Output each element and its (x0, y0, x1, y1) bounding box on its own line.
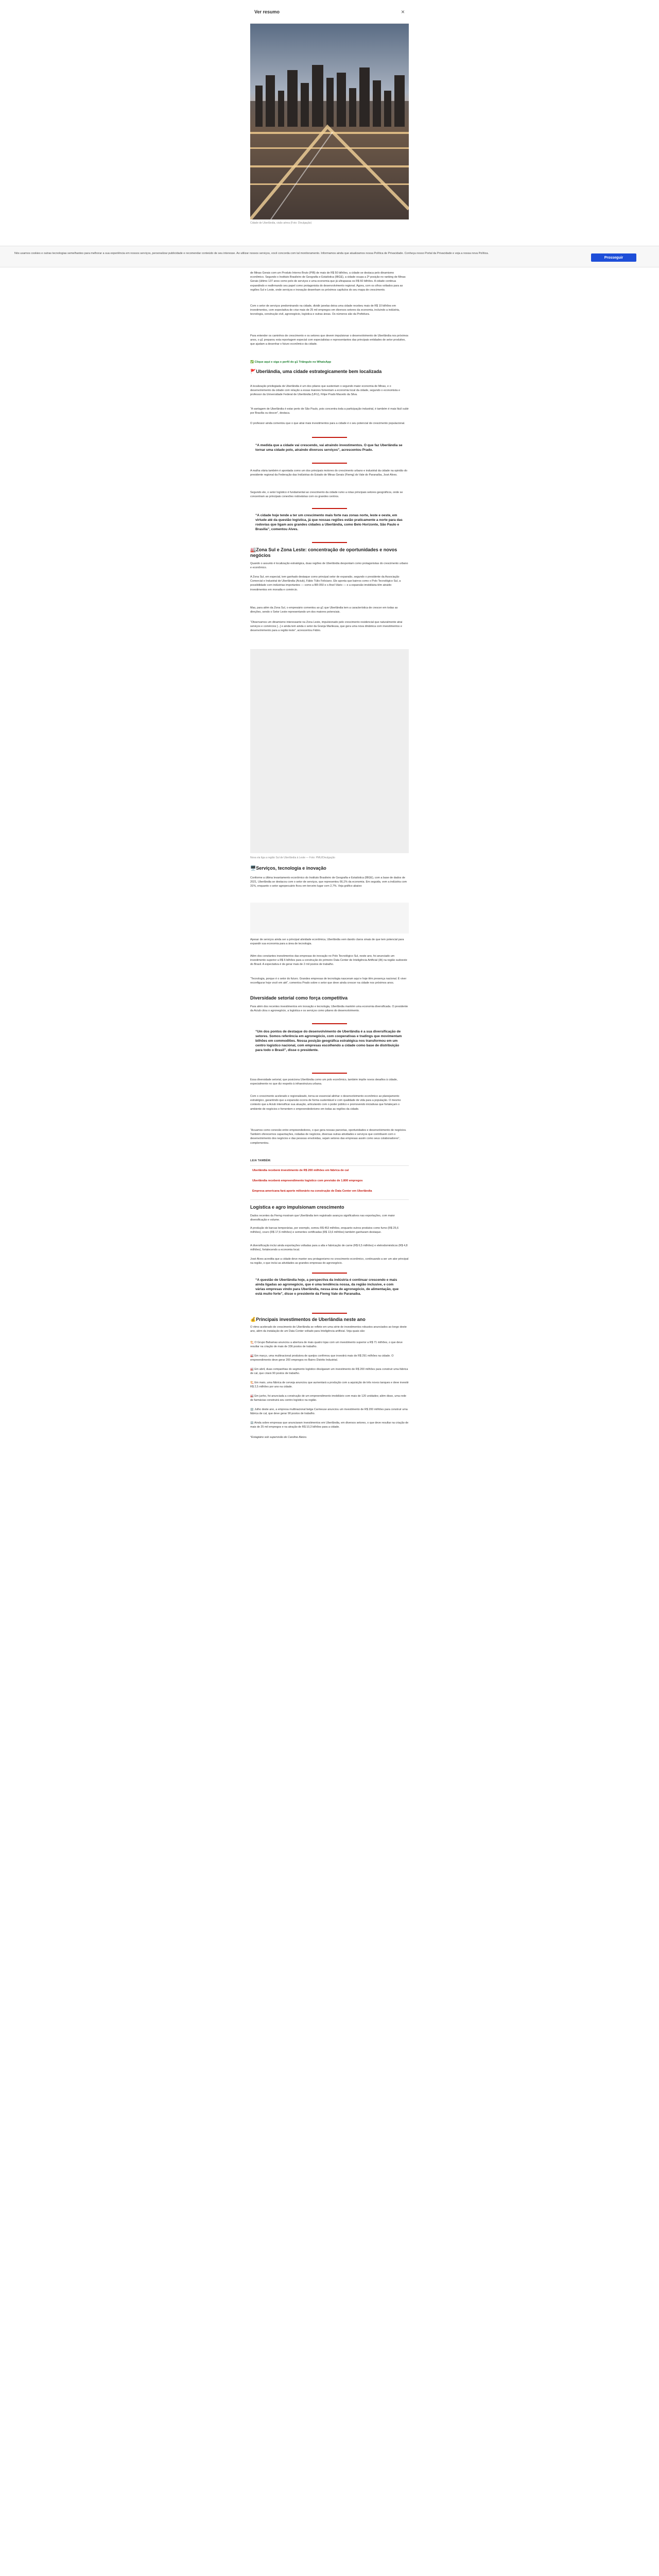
investment-item: 🏭 Em junho, foi anunciada a construção de um empreendimento imobiliário com mais de 120 unidades; além disso, uma rede de farmácias construirá seu centro logístico na região. (250, 1395, 407, 1402)
paragraph: Mas, para além da Zona Sul, o empresário comentou ao g1 que Uberlândia tem a característica de crescer em todas as direções, sendo o Setor Leste representando um dos maiores potenciais. (250, 606, 398, 614)
footnote: *Estagiário sob supervisão de Caroline Aleixo. (250, 1436, 307, 1439)
image-caption: Nova via liga a região Sul de Uberlândia à Leste — Foto: PMU/Divulgação (250, 856, 335, 859)
section-heading: 🖥️Serviços, tecnologia e inovação (250, 866, 326, 871)
paragraph: A Zona Sul, em especial, tem ganhado destaque como principal setor de expansão, segundo o presidente da Associação Comercial e Industrial de Uberlândia (Aciub), Fábio Túlio Feliciano. Ele aponta que bairros como o Polo Tecnológico Sul, a possibilidade com indústrias importantes — como a BR-050 e o Anel Viário — e a expansão imobiliária têm atraído investimentos em moradia e comércio. (250, 575, 401, 591)
investment-item: 🏭 Em abril, duas companhias do segmento logístico divulgaram um investimento de R$ 200 milhões para construir uma fábrica de cal, que criará 90 postos de trabalho. (250, 1368, 408, 1376)
quote-divider (312, 437, 347, 438)
section-heading: 🚩Uberlândia, uma cidade estrategicamente bem localizada (250, 369, 382, 374)
investment-item: 🏗️ O Grupo Bahamas anunciou a abertura de mais quatro lojas com um investimento superior a R$ 71 milhões, o que deve resultar na criação de mais de 336 postos de trabalho. (250, 1341, 403, 1349)
paragraph: Essa diversidade setorial, que posiciona Uberlândia como um polo econômico, também impõe novos desafios à cidade, especialmente no que diz respeito à infraestrutura urbana. (250, 1078, 398, 1086)
related-link[interactable]: Uberlândia receberá investimento de R$ 200 milhões em fábrica de cal (252, 1169, 349, 1172)
investment-item: 🏢 Ainda sobre empresas que anunciaram investimentos em Uberlândia, em diversos setores, o que deve resultar na criação de mais de 25 mil empregos e na atração de R$ 10,3 bilhões para a cidade. (250, 1421, 409, 1429)
investment-item: 🏢 Julho deste ano, a empresa multinacional belga Carmeuse anunciou um investimento de R$ 200 milhões para construir uma fábrica de cal, que deve gerar 90 postos de trabalho. (250, 1408, 408, 1416)
quote-divider (312, 1273, 347, 1274)
paragraph: Quando o assunto é localização estratégica, duas regiões de Uberlândia despontam como protagonistas do crescimento urbano e econômico. (250, 562, 408, 570)
quote-divider (312, 1023, 347, 1024)
embedded-image (250, 649, 409, 853)
paragraph: A localização privilegiada de Uberlândia é um dos pilares que sustentam o segundo maior economia de Minas, e o desenvolvimento da cidade com relação a essas maiores fomentam a economia local da cidade, segundo o economista e professor da Universidade Federal de Uberlândia (UFU), Filipe Prado Macedo da Silva. (250, 385, 400, 397)
pull-quote: “A medida que a cidade vai crescendo, vai atraindo investimentos. O que faz Uberlândia se tornar uma cidade polo, atraindo diversos serviços”, acrescentou Prado. (255, 444, 403, 452)
cookie-banner (0, 246, 659, 267)
whatsapp-link[interactable]: ✅ Clique aqui e siga o perfil do g1 Triângulo no WhatsApp (250, 361, 332, 364)
investment-item: 🏗️ Em maio, uma fábrica de cerveja anunciou que aumentará a produção com a aquisição de três novos tanques e deve investir R$ 2,5 milhões por ano na cidade. (250, 1381, 409, 1389)
related-link[interactable]: Empresa americana fará aporte milionário na construção de Data Center em Uberlândia (252, 1190, 372, 1193)
paragraph: “A vantagem de Uberlândia é estar perto de São Paulo, pois concentra toda a participação industrial, é também é mais fácil subir por Brasília ou descer”, destaca. (250, 408, 409, 415)
paragraph: “Observamos um dinamismo interessante na Zona Leste, impulsionado pelo crescimento residencial que naturalmente atrai serviços e comércios [...] e ainda tem ainda o setor da Granja Marileusa, que gera uma nova dinâmica com investimentos e desenvolvimento para a região leste”, acrescentou Fábio. (250, 621, 403, 633)
pull-quote: “Um dos pontos de destaque do desenvolvimento de Uberlândia é a sua diversificação de setores. Somos referência em agronegócio, com cooperativas e tradings que movimentam bilhões em commodities. Nossa posição geográfica estratégica nos transformou em um centro logístico nacional, com empresas escolhendo a cidade como base de distribuição para todo o Brasil”, disse o presidente. (255, 1030, 402, 1052)
paragraph: “Tecnologia, porque é o setor do futuro. Grandes empresas de tecnologia nasceram aqui e hoje têm presença nacional. É viver reconfigurar hoje você em até”, comentou Prado sobre o setor que deve ainda crescer na cidade nos próximos anos. (250, 977, 407, 985)
pull-quote: “A questão de Uberlândia hoje, a perspectiva da indústria é continuar crescendo e mais ainda ligadas ao agronegócio, que é uma tendência nossa, da região inclusive, e com várias empresas vindo para Uberlândia, nessa área de agronegócio, de alimentação, que está muito forte”, disse o presidente da Fiemg Vale do Paranaíba. (255, 1278, 399, 1296)
city-photo (250, 24, 409, 219)
paragraph: A malha viária também é apontada como um dos principais motores do crescimento urbano e industrial da cidade na opinião do presidente regional da Federação das Indústrias do Estado de Minas Gerais (Fiemg) do Vale do Paranaíba, José Alves. (250, 469, 408, 477)
section-heading: Diversidade setorial como força competitiva (250, 995, 348, 1001)
paragraph: Segundo ele, o setor logístico é fundamental ao crescimento da cidade rumo a rotas principais setores geográficos, onde se concentram as principais conexões rodoviárias com os grandes centros. (250, 491, 403, 499)
close-icon[interactable]: × (401, 8, 405, 15)
investment-item: 🏭 Em março, uma multinacional produtora de queijos confirmou que investirá mais de R$ 291 milhões na cidade. O empreendimento deve gerar 200 empregos no Bairro Distrito Industrial. (250, 1354, 394, 1362)
quote-divider (312, 508, 347, 509)
paragraph: Dados recentes da Fiemg mostram que Uberlândia tem registrado avanços significativos nas exportações, com maior diversificação e volume. (250, 1214, 395, 1222)
paragraph: Com o crescimento acelerado e regionalizado, torna-se essencial alinhar o desenvolvimento econômico ao planejamento estratégico, garantindo que a expansão ocorra de forma sustentável e com qualidade de vida para a população. O mesmo contexto que a Aciub intensificar sua atuação, articulando com o poder público e promovendo iniciativas que fortaleçam o ambiente de negócios e fomentem o empreendedorismo em todas as regiões da cidade. (250, 1095, 401, 1111)
divider (250, 1199, 409, 1200)
summary-topbar (250, 0, 409, 24)
paragraph: Com o setor de serviços predominando na cidade, dividir janelas deixa uma cidade recebeu mais de R$ 10 bilhões em investimentos, com expectativa de criar mais de 25 mil empregos em diversos setores da economia, incluindo a indústria, tecnologia, construção civil, agronegócio, logística e outras áreas. Os números são da Prefeitura. (250, 304, 400, 316)
paragraph: José Alves acredita que a cidade deve manter seu protagonismo no crescimento econômico, continuando a ser um ator principal na região, o que inclui as atividades as grandes empresas do agronegócio. (250, 1258, 409, 1265)
quote-divider (312, 1313, 347, 1314)
paragraph: A diversificação inclui ainda exportações voltadas para a alta e fabricação de carne (R$ 6,5 milhões) e eletrodomésticos (R$ 4,8 milhões), fortalecendo a economia local. (250, 1244, 408, 1252)
pull-quote: “A cidade hoje tende a ter um crescimento mais forte nas zonas norte, leste e oeste, em virtude até da questão logística, já que nossas regiões estão praticamente a norte para das rodovias que ligam aos grandes cidades a Uberlândia, como Belo Horizonte, São Paulo e Brasília”, comentou Alves. (255, 514, 403, 531)
hero-caption: Cidade de Uberlândia, visão aérea (Foto: Divulgação) (250, 222, 312, 225)
related-link[interactable]: Uberlândia receberá empreendimento logístico com previsão de 1.800 empregos (252, 1179, 363, 1182)
section-heading: 💰Principais investimentos de Uberlândia neste ano (250, 1317, 366, 1322)
section-heading: Logística e agro impulsionam crescimento (250, 1205, 344, 1210)
cookie-accept-button[interactable]: Prosseguir (591, 253, 636, 262)
quote-divider (312, 542, 347, 543)
hero-image (250, 24, 409, 219)
divider (250, 1165, 409, 1166)
summary-title[interactable]: Ver resumo (254, 9, 280, 14)
paragraph: “Acuamos como conexão entre empreendedores, o que gera nossas parcerias, oportunidades e desenvolvimento de negócios. Também oferecemos capacitações, rodadas de negócios, diversas outras atividades e serviços que contribuem com o desenvolvimento dos negócios e das pessoas envolvidas, sejam setores das empresas assim como seus colaboradores”, complementou. (250, 1129, 407, 1145)
section-heading: 🏭Zona Sul e Zona Leste: concentração de oportunidades e novos negócios (250, 547, 397, 558)
paragraph: Para entender os caminhos de crescimento e os setores que devem impulsionar o desenvolvimento de Uberlândia nos próximos anos, o g1 preparou esta reportagem especial com especialistas e representantes das principais entidades de setor produtivo, que ajudam a desenhar o futuro econômico da cidade. (250, 334, 409, 346)
paragraph: de Minas Gerais com um Produto Interno Bruto (PIB) de mais de R$ 50 bilhões, a cidade se destaca pelo dinamismo econômico. Segundo o Instituto Brasileiro de Geografia e Estatística (IBGE), a cidade ocupa a 2ª posição no ranking de Minas Gerais (último 137 anos como polo de serviços e uma economia que já ultrapassa os R$ 60 bilhões. A cidade continua expandindo e reafirmando seu papel como protagonista do desenvolvimento regional. Agora, com os olhos voltados para as regiões Sul e Leste, onde serviços e inovação desenham os próximos capítulos do seu mapa de crescimento. (250, 272, 406, 292)
paragraph: Apesar de serviços ainda ser a principal atividade econômica, Uberlândia vem dando claros sinais de que tem potencial para expandir sua economia para a área de tecnologia. (250, 938, 404, 946)
quote-divider (312, 463, 347, 464)
chart-embed (250, 903, 409, 934)
quote-divider (312, 1073, 347, 1074)
read-also-label: LEIA TAMBÉM: (250, 1159, 271, 1162)
paragraph: A produção de barcas temporárias, por exemplo, somou R$ 453 milhões, enquanto outros produtos como fumo (R$ 25,6 milhões), couro (R$ 17,6 milhões) e sementes certificadas (R$ 13,6 milhões) também ganharam destaque. (250, 1227, 398, 1234)
paragraph: Além dos constantes investimentos das empresas de inovação no Polo Tecnológico Sul, neste ano, foi anunciado um investimento superior a R$ 6 bilhões para a construção do primeiro Data Center de Inteligência Artificial (IA) na região sudoeste do Brasil. A expectativa é de gerar mais de 2 mil postos de trabalho. (250, 955, 407, 967)
paragraph: O ritmo acelerado de crescimento de Uberlândia se reflete em uma série de investimentos robustos anunciados ao longo deste ano, além da instalação de um Data Center voltado para Inteligência artificial. Veja quais são: (250, 1326, 407, 1333)
paragraph: Conforme a última levantamento econômico do Instituto Brasileiro de Geografia e Estatística (IBGE), com a base de dados de 2021, Uberlândia se destacou com o setor de serviços, que representou 66,1% da economia. Em seguida, vem a indústria com 31%, enquanto o setor agropecuário ficou em terceiro lugar com 2,7%. Veja gráfico abaixo: (250, 876, 407, 888)
paragraph: O professor ainda comentou que o que atrai mais investimentos para a cidade é o seu potencial de crescimento populacional. (250, 422, 405, 425)
cookie-text: Nós usamos cookies e outras tecnologias semelhantes para melhorar a sua experiência em nossos serviços, personalizar publicidade e recomendar conteúdo de seu interesse. Ao utilizar nossos serviços, você concorda com tal monitoramento. Informamos ainda que atualizamos nossa Política de Privacidade. Conheça nosso Portal da Privacidade e veja a nossa nova Política. (14, 252, 489, 255)
paragraph: Para além dos recentes investimentos em inovação e tecnologia, Uberlândia mantém uma economia diversificada. O presidente da Aciub citou o agronegócio, a logística e os serviços como pilares do desenvolvimento. (250, 1005, 408, 1013)
